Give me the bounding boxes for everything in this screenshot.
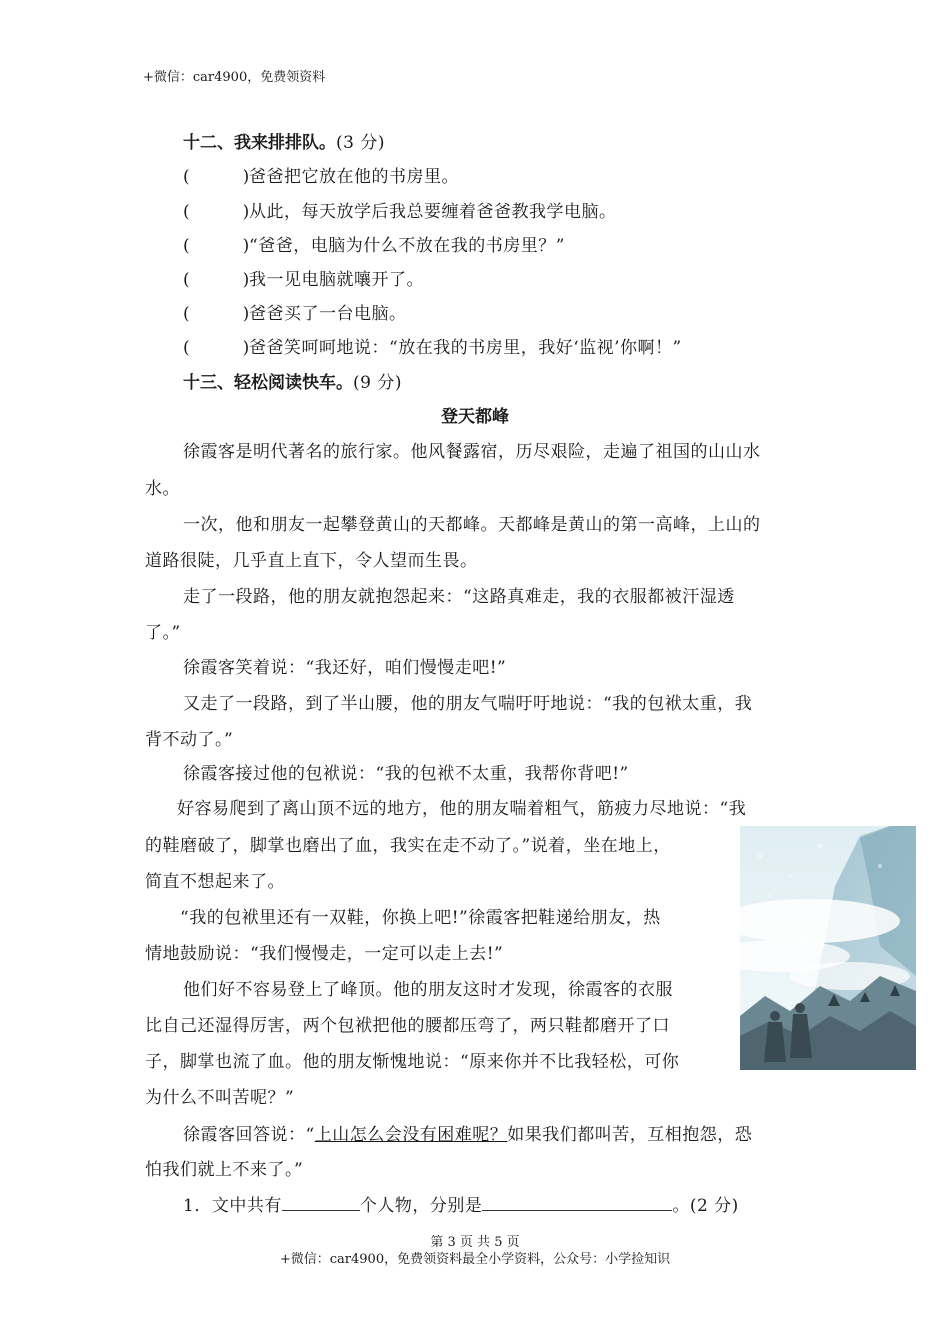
answer-blank[interactable]: ( )	[183, 304, 250, 324]
article-line: 又走了一段路，到了半山腰，他的朋友气喘吁吁地说：“我的包袱太重，我	[183, 694, 753, 714]
article-line: 水。	[145, 479, 180, 499]
header-note: +微信：car4900，免费领资料	[143, 70, 326, 85]
last-para-prefix: 徐霞客回答说：“	[183, 1125, 315, 1145]
footer-note: +微信：car4900，免费领资料最全小学资料，公众号：小学捡知识	[279, 1252, 671, 1267]
order-item-text: 爸爸把它放在他的书房里。	[249, 167, 459, 187]
answer-blank[interactable]: ( )	[183, 338, 250, 358]
order-item-text: 爸爸笑呵呵地说：“放在我的书房里，我好‘监视’你啊！”	[249, 338, 682, 358]
answer-blank-names[interactable]	[482, 1196, 672, 1211]
article-line: 走了一段路，他的朋友就抱怨起来：“这路真难走，我的衣服都被汗湿透	[183, 587, 735, 607]
article-line: 为什么不叫苦呢？”	[145, 1088, 295, 1108]
mountain-illustration	[740, 826, 916, 1070]
order-item-text: “爸爸，电脑为什么不放在我的书房里？”	[249, 236, 565, 256]
article-line: 子，脚掌也流了血。他的朋友惭愧地说：“原来你并不比我轻松，可你	[145, 1052, 680, 1072]
article-line: 好容易爬到了离山顶不远的地方，他的朋友喘着粗气，筋疲力尽地说：“我	[177, 799, 747, 819]
order-item	[183, 197, 617, 222]
article-line: 怕我们就上不来了。”	[145, 1160, 304, 1180]
article-line: 一次，他和朋友一起攀登黄山的天都峰。天都峰是黄山的第一高峰，上山的	[183, 515, 761, 535]
section-12-title: 十二、我来排排队。	[183, 133, 336, 153]
article-line: 情地鼓励说：“我们慢慢走，一定可以走上去!”	[145, 944, 504, 964]
article-line: 简直不想起来了。	[145, 872, 285, 892]
article-line: 他们好不容易登上了峰顶。他的朋友这时才发现，徐霞客的衣服	[183, 980, 673, 1000]
order-item-text: 从此，每天放学后我总要缠着爸爸教我学电脑。	[249, 202, 617, 222]
question-1-part2: 个人物，分别是	[359, 1196, 483, 1216]
underlined-sentence: 上山怎么会没有困难呢？	[314, 1125, 508, 1145]
question-1-part3: 。(2 分)	[672, 1196, 739, 1216]
section-13-title: 十三、轻松阅读快车。	[183, 373, 353, 393]
article-line	[183, 1120, 752, 1145]
answer-blank-count[interactable]	[282, 1196, 360, 1211]
page-number: 第 3 页 共 5 页	[430, 1235, 520, 1250]
section-12-heading	[183, 128, 385, 153]
article-line: 道路很陡，几乎直上直下，令人望而生畏。	[145, 551, 478, 571]
order-item	[183, 299, 407, 324]
article-line: 背不动了。”	[145, 730, 234, 750]
order-item	[183, 162, 459, 187]
article-line: 徐霞客是明代著名的旅行家。他风餐露宿，历尽艰险，走遍了祖国的山山水	[183, 442, 761, 462]
order-item	[183, 265, 424, 290]
answer-blank[interactable]: ( )	[183, 236, 250, 256]
answer-blank[interactable]: ( )	[183, 202, 250, 222]
question-1-part1: 1．文中共有	[183, 1196, 282, 1216]
article-line: 了。”	[145, 623, 181, 643]
section-12-score: (3 分)	[336, 133, 385, 153]
answer-blank[interactable]: ( )	[183, 167, 250, 187]
article-line: 徐霞客笑着说：“我还好，咱们慢慢走吧!”	[183, 658, 507, 678]
order-item	[183, 333, 682, 358]
article-line: 比自己还湿得厉害，两个包袱把他的腰都压弯了，两只鞋都磨开了口	[145, 1016, 670, 1036]
section-13-score: (9 分)	[353, 373, 402, 393]
article-line: 徐霞客接过他的包袱说：“我的包袱不太重，我帮你背吧!”	[183, 764, 629, 784]
answer-blank[interactable]: ( )	[183, 270, 250, 290]
question-1	[183, 1191, 739, 1216]
section-13-heading	[183, 368, 402, 393]
order-item	[183, 231, 565, 256]
order-item-text: 爸爸买了一台电脑。	[249, 304, 407, 324]
article-line: 的鞋磨破了，脚掌也磨出了血，我实在走不动了。”说着，坐在地上，	[145, 836, 671, 856]
last-para-rest: 如果我们都叫苦，互相抱怨，恐	[507, 1125, 753, 1145]
article-line: “我的包袱里还有一双鞋，你换上吧!”徐霞客把鞋递给朋友，热	[180, 908, 661, 928]
order-item-text: 我一见电脑就嚷开了。	[249, 270, 424, 290]
article-title: 登天都峰	[441, 407, 509, 427]
